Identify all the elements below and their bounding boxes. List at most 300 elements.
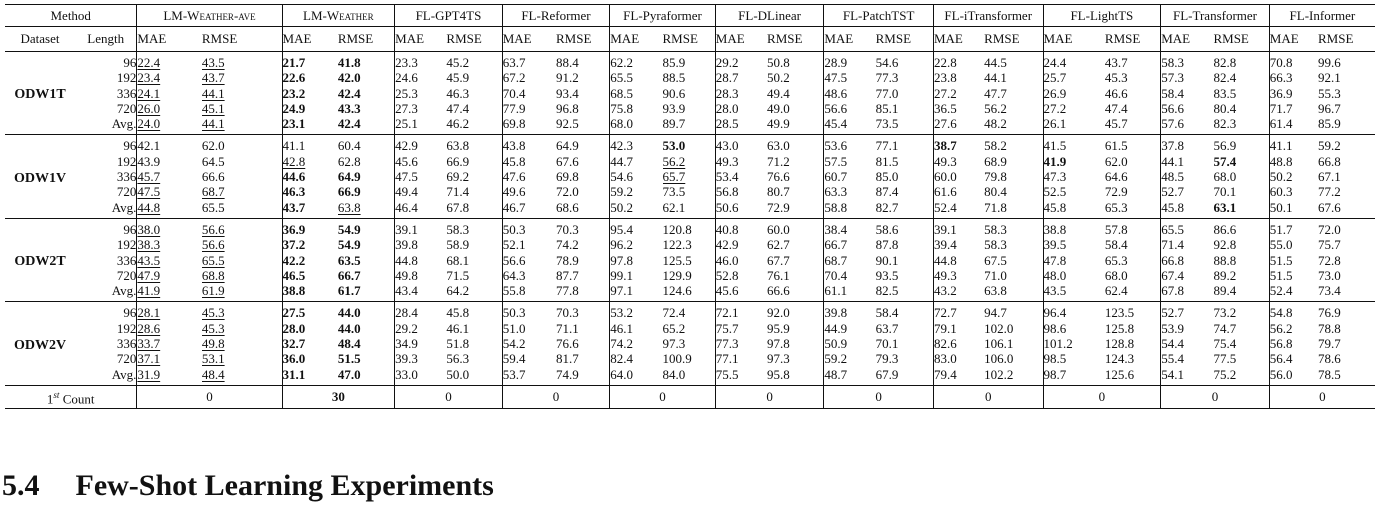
rmse-cell: [1318, 283, 1375, 302]
cell-value: 88.4: [555, 55, 579, 70]
cell-value: 64.9: [555, 138, 579, 154]
mae-cell: [1043, 253, 1105, 268]
cell-value: 82.3: [1213, 116, 1237, 132]
length-cell: 336: [116, 252, 137, 268]
cell-value: 56.2: [1269, 320, 1293, 336]
rmse-cell: [876, 116, 934, 135]
cell-value: 24.9: [282, 100, 306, 116]
cell-value: 70.1: [875, 336, 899, 352]
rmse-cell: [556, 218, 610, 237]
rmse-cell: [446, 154, 502, 169]
cell-value: 43.2: [933, 283, 957, 299]
cell-value: 128.8: [1104, 336, 1135, 352]
cell-value: 25.7: [1043, 70, 1067, 86]
cell-value: 51.5: [1269, 252, 1293, 268]
rmse-cell: [767, 253, 824, 268]
cell-value: 73.2: [1213, 305, 1237, 321]
cell-value: 59.2: [824, 351, 848, 367]
cell-value: 22.8: [933, 55, 957, 70]
mae-cell: [282, 116, 338, 135]
mae-cell: [395, 253, 447, 268]
rmse-cell: [767, 218, 824, 237]
mae-cell: [933, 86, 984, 101]
rmse-cell: [202, 283, 282, 302]
count-cell: [1161, 385, 1270, 408]
mae-cell: [282, 200, 338, 219]
cell-value: 24.1: [137, 85, 161, 101]
cell-value: 61.4: [1269, 116, 1293, 132]
mae-cell: [395, 154, 447, 169]
rmse-cell: [984, 283, 1043, 302]
cell-value: 50.2: [610, 199, 633, 215]
cell-value: 31.1: [282, 366, 306, 382]
length-cell: 96: [75, 52, 137, 71]
first-count-label: [5, 385, 137, 408]
cell-value: 62.0: [1104, 153, 1128, 169]
rmse-cell: [338, 321, 395, 336]
mae-cell: [282, 135, 338, 154]
cell-value: 89.2: [1213, 267, 1237, 283]
rmse-cell: [1105, 218, 1161, 237]
cell-value: 64.5: [201, 153, 225, 169]
cell-value: 50.6: [715, 199, 739, 215]
rmse-cell: [984, 218, 1043, 237]
cell-value: 68.7: [824, 252, 848, 268]
rmse-cell: [446, 135, 502, 154]
rmse-cell: [767, 154, 824, 169]
cell-value: 73.5: [875, 116, 899, 132]
rmse-cell: [446, 70, 502, 85]
rmse-cell: [1318, 154, 1375, 169]
mae-cell: [1269, 336, 1318, 351]
cell-value: 66.6: [201, 169, 225, 185]
rmse-cell: [1105, 184, 1161, 199]
cell-value: 42.9: [715, 237, 739, 253]
mae-header: MAE: [137, 27, 202, 52]
mae-cell: [610, 86, 663, 101]
rmse-cell: [767, 336, 824, 351]
cell-value: 56.6: [824, 100, 848, 116]
cell-value: 45.8: [1161, 199, 1184, 215]
cell-value: 70.4: [502, 85, 526, 101]
cell-value: 96.8: [555, 100, 579, 116]
first-count-row: [5, 385, 1375, 408]
count-value: 0: [206, 389, 213, 405]
mae-cell: [502, 268, 556, 283]
cell-value: 47.7: [984, 85, 1007, 101]
cell-value: 75.8: [610, 100, 633, 116]
mae-cell: [502, 169, 556, 184]
mae-cell: [610, 351, 663, 366]
cell-value: 76.9: [1317, 305, 1341, 321]
rmse-cell: [446, 52, 502, 71]
cell-value: 22.6: [282, 70, 306, 86]
cell-value: 46.3: [446, 85, 470, 101]
cell-value: 58.2: [984, 138, 1007, 154]
mae-cell: [395, 283, 447, 302]
cell-value: 68.0: [610, 116, 633, 132]
mae-cell: [1269, 321, 1318, 336]
cell-value: 68.8: [201, 267, 225, 283]
mae-cell: [395, 86, 447, 101]
cell-value: 54.9: [337, 237, 361, 253]
rmse-cell: [876, 367, 934, 386]
mae-cell: [933, 200, 984, 219]
mae-cell: [282, 336, 338, 351]
cell-value: 100.9: [662, 351, 692, 367]
mae-cell: [610, 237, 663, 252]
cell-value: 44.8: [137, 199, 161, 215]
rmse-cell: [876, 237, 934, 252]
mae-cell: [282, 101, 338, 116]
rmse-cell: [663, 101, 716, 116]
mae-cell: [1161, 351, 1214, 366]
mae-cell: [610, 283, 663, 302]
length-cell: Avg.: [111, 283, 137, 299]
rmse-cell: [202, 200, 282, 219]
cell-value: 60.4: [337, 138, 361, 154]
cell-value: 45.7: [1104, 116, 1128, 132]
rmse-cell: [876, 302, 934, 321]
cell-value: 56.8: [715, 184, 739, 200]
mae-cell: [824, 283, 876, 302]
length-cell: 336: [116, 336, 137, 352]
mae-cell: [715, 200, 767, 219]
cell-value: 66.7: [337, 267, 361, 283]
mae-cell: [1161, 268, 1214, 283]
rmse-header: RMSE: [663, 27, 716, 52]
mae-cell: [1043, 135, 1105, 154]
table-row: [5, 302, 1375, 321]
cell-value: 71.1: [555, 320, 579, 336]
results-table: [5, 4, 1375, 409]
cell-value: 26.0: [137, 100, 161, 116]
mae-cell: [1269, 101, 1318, 116]
table-row: [5, 253, 1375, 268]
rmse-cell: [556, 86, 610, 101]
cell-value: 98.6: [1043, 320, 1067, 336]
rmse-cell: [767, 351, 824, 366]
rmse-cell: [338, 200, 395, 219]
cell-value: 44.1: [1161, 153, 1184, 169]
cell-value: 65.5: [201, 252, 225, 268]
cell-value: 92.5: [555, 116, 579, 132]
rmse-cell: [876, 268, 934, 283]
cell-value: 56.8: [1269, 336, 1293, 352]
mae-cell: [137, 101, 202, 116]
rmse-cell: [663, 184, 716, 199]
cell-value: 46.1: [610, 320, 633, 336]
cell-value: 46.1: [446, 320, 470, 336]
cell-value: 57.3: [1161, 70, 1184, 86]
cell-value: 58.4: [1104, 237, 1128, 253]
cell-value: 62.0: [201, 138, 225, 154]
rmse-cell: [984, 135, 1043, 154]
mae-cell: [1269, 70, 1318, 85]
cell-value: 45.8: [1043, 199, 1067, 215]
cell-value: 56.4: [1269, 351, 1293, 367]
mae-cell: [502, 135, 556, 154]
rmse-cell: [202, 184, 282, 199]
cell-value: 92.0: [767, 305, 790, 321]
cell-value: 94.7: [984, 305, 1007, 321]
rmse-cell: [446, 283, 502, 302]
rmse-cell: [338, 283, 395, 302]
cell-value: 46.3: [282, 184, 306, 200]
mae-cell: [715, 70, 767, 85]
cell-value: 38.8: [1043, 221, 1067, 237]
dataset-header: Dataset: [5, 27, 75, 52]
cell-value: 93.9: [662, 100, 686, 116]
cell-value: 61.6: [933, 184, 957, 200]
mae-cell: [137, 253, 202, 268]
rmse-cell: [338, 302, 395, 321]
cell-value: 102.0: [984, 320, 1014, 336]
count-label-base: 1: [46, 390, 54, 406]
cell-value: 50.2: [1269, 169, 1293, 185]
cell-value: 23.4: [137, 70, 161, 86]
table-row: [5, 336, 1375, 351]
mae-cell: [715, 351, 767, 366]
cell-value: 92.1: [1317, 70, 1341, 86]
table-row: [5, 154, 1375, 169]
mae-cell: [1161, 283, 1214, 302]
cell-value: 23.1: [282, 116, 306, 132]
cell-value: 77.3: [875, 70, 899, 86]
cell-value: 27.2: [933, 85, 957, 101]
mae-cell: [1269, 200, 1318, 219]
cell-value: 74.2: [555, 237, 579, 253]
length-header: Length: [75, 27, 137, 52]
mae-cell: [610, 70, 663, 85]
cell-value: 51.7: [1269, 221, 1293, 237]
rmse-cell: [984, 101, 1043, 116]
mae-cell: [1269, 283, 1318, 302]
rmse-cell: [663, 154, 716, 169]
rmse-cell: [556, 321, 610, 336]
mae-cell: [933, 237, 984, 252]
mae-cell: [824, 237, 876, 252]
cell-value: 56.2: [984, 100, 1007, 116]
method-name: FL-GPT4TS: [395, 5, 503, 27]
cell-value: 50.2: [767, 70, 790, 86]
cell-value: 72.0: [1317, 221, 1341, 237]
rmse-cell: [202, 135, 282, 154]
cell-value: 42.8: [282, 153, 306, 169]
cell-value: 57.8: [1104, 221, 1128, 237]
cell-value: 79.7: [1317, 336, 1341, 352]
mae-cell: [1043, 116, 1105, 135]
cell-value: 28.5: [715, 116, 739, 132]
cell-value: 53.9: [1161, 320, 1184, 336]
rmse-cell: [1213, 135, 1269, 154]
cell-value: 87.7: [555, 267, 579, 283]
mae-cell: [502, 70, 556, 85]
cell-value: 44.6: [282, 169, 306, 185]
length-cell: 96: [75, 135, 137, 154]
rmse-cell: [767, 52, 824, 71]
rmse-cell: [202, 237, 282, 252]
cell-value: 50.9: [824, 336, 848, 352]
rmse-cell: [767, 302, 824, 321]
cell-value: 69.8: [555, 169, 579, 185]
rmse-cell: [876, 351, 934, 366]
cell-value: 72.9: [1104, 184, 1128, 200]
mae-cell: [824, 184, 876, 199]
rmse-cell: [556, 70, 610, 85]
mae-cell: [1269, 367, 1318, 386]
mae-cell: [395, 367, 447, 386]
cell-value: 29.2: [715, 55, 739, 70]
mae-cell: [824, 116, 876, 135]
cell-value: 54.6: [610, 169, 633, 185]
cell-value: 49.3: [933, 267, 957, 283]
cell-value: 58.4: [1161, 85, 1184, 101]
rmse-cell: [1318, 302, 1375, 321]
mae-cell: [1161, 116, 1214, 135]
rmse-cell: [1213, 351, 1269, 366]
mae-cell: [610, 253, 663, 268]
table-row: [5, 184, 1375, 199]
mae-cell: [1043, 321, 1105, 336]
mae-header: MAE: [502, 27, 556, 52]
mae-cell: [502, 367, 556, 386]
rmse-cell: [1213, 154, 1269, 169]
cell-value: 97.8: [610, 252, 633, 268]
rmse-cell: [876, 154, 934, 169]
cell-value: 65.7: [662, 169, 686, 185]
mae-cell: [502, 184, 556, 199]
rmse-cell: [556, 52, 610, 71]
rmse-cell: [876, 86, 934, 101]
rmse-cell: [1105, 253, 1161, 268]
length-cell: 336: [116, 169, 137, 185]
cell-value: 61.5: [1104, 138, 1128, 154]
cell-value: 39.3: [395, 351, 418, 367]
mae-cell: [395, 237, 447, 252]
cell-value: 50.1: [1269, 199, 1293, 215]
cell-value: 75.7: [715, 320, 739, 336]
dataset-label: ODW1V: [5, 135, 75, 218]
cell-value: 46.6: [1104, 85, 1128, 101]
cell-value: 77.0: [875, 85, 899, 101]
cell-value: 66.8: [1161, 252, 1184, 268]
cell-value: 53.2: [610, 305, 633, 321]
rmse-header: RMSE: [1318, 27, 1375, 52]
mae-cell: [715, 336, 767, 351]
method-name: FL-DLinear: [715, 5, 824, 27]
mae-cell: [610, 135, 663, 154]
rmse-cell: [1105, 135, 1161, 154]
cell-value: 45.6: [715, 283, 739, 299]
rmse-cell: [984, 169, 1043, 184]
mae-cell: [282, 86, 338, 101]
mae-cell: [137, 218, 202, 237]
cell-value: 48.5: [1161, 169, 1184, 185]
cell-value: 48.0: [1043, 267, 1067, 283]
cell-value: 61.1: [824, 283, 848, 299]
rmse-cell: [556, 154, 610, 169]
cell-value: 65.5: [201, 199, 225, 215]
cell-value: 38.8: [282, 283, 306, 299]
length-cell: 192: [116, 237, 137, 253]
cell-value: 48.4: [201, 366, 225, 382]
cell-value: 67.1: [1317, 169, 1341, 185]
cell-value: 124.6: [662, 283, 692, 299]
cell-value: 54.4: [1161, 336, 1184, 352]
cell-value: 43.0: [715, 138, 739, 154]
cell-value: 67.4: [1161, 267, 1184, 283]
mae-cell: [715, 268, 767, 283]
cell-value: 37.8: [1161, 138, 1184, 154]
rmse-cell: [446, 351, 502, 366]
cell-value: 44.0: [337, 320, 361, 336]
rmse-cell: [1213, 237, 1269, 252]
cell-value: 120.8: [662, 221, 692, 237]
mae-cell: [1043, 169, 1105, 184]
rmse-cell: [767, 321, 824, 336]
rmse-cell: [1213, 70, 1269, 85]
mae-cell: [1269, 116, 1318, 135]
cell-value: 26.1: [1043, 116, 1067, 132]
rmse-cell: [876, 169, 934, 184]
rmse-cell: [1213, 184, 1269, 199]
rmse-header: RMSE: [556, 27, 610, 52]
rmse-cell: [1105, 70, 1161, 85]
rmse-cell: [1105, 336, 1161, 351]
rmse-cell: [1105, 200, 1161, 219]
rmse-cell: [338, 184, 395, 199]
rmse-cell: [984, 367, 1043, 386]
cell-value: 82.5: [875, 283, 899, 299]
mae-cell: [824, 86, 876, 101]
length-cell: 192: [116, 70, 137, 86]
cell-value: 85.9: [662, 55, 686, 70]
cell-value: 41.8: [337, 55, 361, 70]
cell-value: 70.3: [555, 305, 579, 321]
cell-value: 33.0: [395, 366, 418, 382]
count-value: 0: [445, 389, 452, 405]
rmse-cell: [338, 253, 395, 268]
mae-cell: [282, 218, 338, 237]
cell-value: 60.3: [1269, 184, 1293, 200]
cell-value: 27.6: [933, 116, 957, 132]
mae-header: MAE: [715, 27, 767, 52]
rmse-cell: [1318, 101, 1375, 116]
cell-value: 28.0: [282, 320, 306, 336]
cell-value: 58.3: [1161, 55, 1184, 70]
table-row: [5, 116, 1375, 135]
mae-cell: [933, 302, 984, 321]
cell-value: 61.7: [337, 283, 361, 299]
cell-value: 41.1: [282, 138, 306, 154]
mae-cell: [610, 52, 663, 71]
rmse-cell: [202, 367, 282, 386]
rmse-cell: [1105, 351, 1161, 366]
mae-cell: [933, 52, 984, 71]
cell-value: 123.5: [1104, 305, 1135, 321]
rmse-cell: [446, 336, 502, 351]
cell-value: 81.5: [875, 153, 899, 169]
cell-value: 27.2: [1043, 100, 1067, 116]
mae-cell: [137, 336, 202, 351]
cell-value: 21.7: [282, 55, 306, 70]
rmse-cell: [1105, 321, 1161, 336]
cell-value: 43.9: [137, 153, 161, 169]
method-name: FL-Informer: [1269, 5, 1375, 27]
rmse-cell: [663, 321, 716, 336]
cell-value: 42.2: [282, 252, 306, 268]
